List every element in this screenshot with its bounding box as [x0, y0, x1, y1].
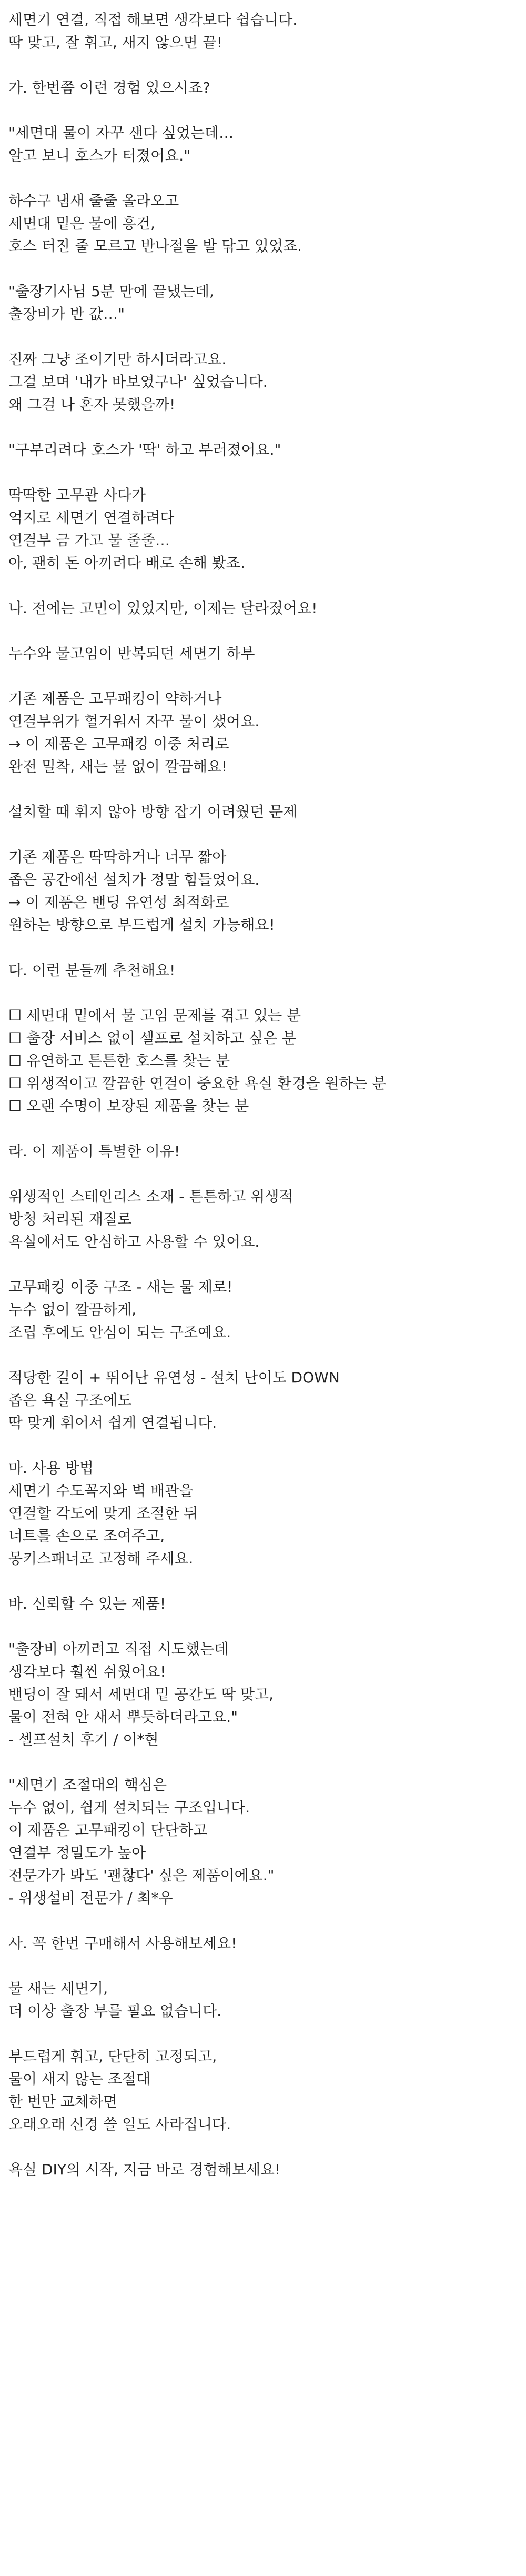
text-line: 기존 제품은 딱딱하거나 너무 짧아: [8, 848, 227, 866]
paragraph-gap: [8, 325, 526, 348]
paragraph-gap: [8, 1751, 526, 1773]
text-line: 설치할 때 휘지 않아 방향 잡기 어려웠던 문제: [8, 803, 298, 820]
paragraph-gap: [8, 1117, 526, 1140]
text-line: 위생적인 스테인리스 소재 - 튼튼하고 위생적: [8, 1188, 294, 1205]
paragraph-gap: [8, 778, 526, 800]
paragraph-gap: [8, 2022, 526, 2045]
paragraph-gap: [8, 461, 526, 484]
text-line: ☐ 유연하고 튼튼한 호스를 찾는 분: [8, 1052, 230, 1069]
text-line: 원하는 방향으로 부드럽게 설치 가능해요!: [8, 916, 275, 934]
text-line: 오래오래 신경 쓸 일도 사라집니다.: [8, 2116, 231, 2133]
text-line: 왜 그걸 나 혼자 못했을까!: [8, 396, 176, 413]
paragraph-gap: [8, 1615, 526, 1638]
text-line: 억지로 세면기 연결하려다: [8, 509, 175, 526]
text-line: "구부리려다 호스가 '딱' 하고 부러졌어요.": [8, 441, 281, 458]
text-line: 욕실 DIY의 시작, 지금 바로 경험해보세요!: [8, 2161, 281, 2178]
paragraph-gap: [8, 1344, 526, 1366]
text-line: 호스 터진 줄 모르고 반나절을 발 닦고 있었죠.: [8, 237, 302, 255]
text-line: 완전 밀착, 새는 물 없이 깔끔해요!: [8, 758, 228, 775]
paragraph-gap: [8, 257, 526, 280]
text-line: 밴딩이 잘 돼서 세면대 밑 공간도 딱 맞고,: [8, 1686, 274, 1703]
paragraph-gap: [8, 416, 526, 438]
text-line: 누수 없이, 쉽게 설치되는 구조입니다.: [8, 1799, 250, 1816]
text-line: 세면대 밑은 물에 흥건,: [8, 215, 156, 232]
text-line: 가. 한번쯤 이런 경험 있으시죠?: [8, 79, 210, 96]
paragraph-gap: [8, 167, 526, 189]
text-line: 좁은 욕실 구조에도: [8, 1391, 132, 1409]
paragraph-gap: [8, 1570, 526, 1592]
text-line: 세면기 연결, 직접 해보면 생각보다 쉽습니다.: [8, 11, 298, 28]
text-line: 좁은 공간에선 설치가 정말 힘들었어요.: [8, 871, 260, 888]
text-line: 몽키스패너로 고정해 주세요.: [8, 1550, 194, 1567]
text-line: 나. 전에는 고민이 있었지만, 이제는 달라졌어요!: [8, 599, 318, 617]
text-line: 누수와 물고임이 반복되던 세면기 하부: [8, 645, 255, 662]
paragraph-gap: [8, 2136, 526, 2158]
text-line: 전문가가 봐도 '괜찮다' 싶은 제품이에요.": [8, 1867, 275, 1884]
text-line: 하수구 냄새 줄줄 올라오고: [8, 192, 179, 209]
text-line: 더 이상 출장 부를 필요 없습니다.: [8, 2002, 222, 2020]
text-line: - 셀프설치 후기 / 이*현: [8, 1731, 159, 1748]
text-line: → 이 제품은 고무패킹 이중 처리로: [8, 735, 229, 753]
text-line: 바. 신뢰할 수 있는 제품!: [8, 1595, 166, 1612]
text-line: 누수 없이 깔끔하게,: [8, 1301, 137, 1318]
paragraph-gap: [8, 1253, 526, 1276]
paragraph-gap: [8, 1954, 526, 1977]
text-line: 이 제품은 고무패킹이 단단하고: [8, 1821, 208, 1839]
paragraph-gap: [8, 665, 526, 687]
text-line: 마. 사용 방법: [8, 1459, 94, 1477]
text-line: 욕실에서도 안심하고 사용할 수 있어요.: [8, 1233, 260, 1250]
text-line: 연결부 금 가고 물 줄줄…: [8, 532, 170, 549]
paragraph-gap: [8, 823, 526, 846]
paragraph-gap: [8, 981, 526, 1004]
text-line: 부드럽게 휘고, 단단히 고정되고,: [8, 2048, 217, 2065]
text-line: 진짜 그냥 조이기만 하시더라고요.: [8, 350, 227, 368]
text-line: 물이 새지 않는 조절대: [8, 2070, 151, 2088]
text-line: ☐ 위생적이고 깔끔한 연결이 중요한 욕실 환경을 원하는 분: [8, 1075, 387, 1092]
text-line: ☐ 세면대 밑에서 물 고임 문제를 겪고 있는 분: [8, 1007, 301, 1024]
text-line: - 위생설비 전문가 / 최*우: [8, 1889, 173, 1907]
text-line: 조립 후에도 안심이 되는 구조예요.: [8, 1324, 231, 1341]
text-line: 고무패킹 이중 구조 - 새는 물 제로!: [8, 1278, 233, 1296]
paragraph-gap: [8, 1434, 526, 1457]
text-line: "세면대 물이 자꾸 샌다 싶었는데…: [8, 124, 234, 142]
text-line: "출장비 아끼려고 직접 시도했는데: [8, 1640, 229, 1658]
text-line: 출장비가 반 값…": [8, 305, 125, 323]
paragraph-gap: [8, 1162, 526, 1185]
text-line: 딱 맞게 휘어서 쉽게 연결됩니다.: [8, 1414, 217, 1431]
paragraph-gap: [8, 1909, 526, 1932]
text-line: 세면기 수도꼭지와 벽 배관을: [8, 1482, 194, 1499]
text-line: 연결부위가 헐거워서 자꾸 물이 샜어요.: [8, 713, 260, 730]
paragraph-gap: [8, 54, 526, 76]
text-line: 딱딱한 고무관 사다가: [8, 486, 146, 504]
text-line: ☐ 출장 서비스 없이 셀프로 설치하고 싶은 분: [8, 1029, 297, 1047]
text-line: 딱 맞고, 잘 휘고, 새지 않으면 끝!: [8, 34, 223, 51]
text-line: 한 번만 교체하면: [8, 2093, 118, 2110]
text-line: 그걸 보며 '내가 바보였구나' 싶었습니다.: [8, 373, 268, 390]
text-line: 생각보다 훨씬 쉬웠어요!: [8, 1663, 166, 1680]
paragraph-gap: [8, 619, 526, 642]
text-line: 물 새는 세면기,: [8, 1980, 108, 1997]
text-line: 알고 보니 호스가 터졌어요.": [8, 147, 191, 164]
text-line: 적당한 길이 + 뛰어난 유연성 - 설치 난이도 DOWN: [8, 1369, 340, 1386]
text-line: ☐ 오랜 수명이 보장된 제품을 찾는 분: [8, 1097, 249, 1115]
text-line: 사. 꼭 한번 구매해서 사용해보세요!: [8, 1934, 237, 1952]
text-line: 다. 이런 분들께 추천해요!: [8, 961, 176, 979]
paragraph-gap: [8, 99, 526, 122]
text-line: 물이 전혀 안 새서 뿌듯하더라고요.": [8, 1708, 238, 1726]
text-line: 너트를 손으로 조여주고,: [8, 1527, 165, 1545]
text-line: 아, 괜히 돈 아끼려다 배로 손해 봤죠.: [8, 554, 245, 572]
paragraph-gap: [8, 936, 526, 959]
text-line: 연결할 각도에 맞게 조절한 뒤: [8, 1505, 198, 1522]
text-line: "세면기 조절대의 핵심은: [8, 1776, 167, 1793]
text-line: "출장기사님 5분 만에 끝냈는데,: [8, 283, 214, 300]
text-line: → 이 제품은 밴딩 유연성 최적화로: [8, 894, 229, 911]
paragraph-gap: [8, 574, 526, 597]
text-line: 라. 이 제품이 특별한 이유!: [8, 1142, 180, 1160]
text-line: 기존 제품은 고무패킹이 약하거나: [8, 690, 222, 707]
text-line: 방청 처리된 재질로: [8, 1210, 132, 1228]
text-line: 연결부 정밀도가 높아: [8, 1844, 146, 1861]
